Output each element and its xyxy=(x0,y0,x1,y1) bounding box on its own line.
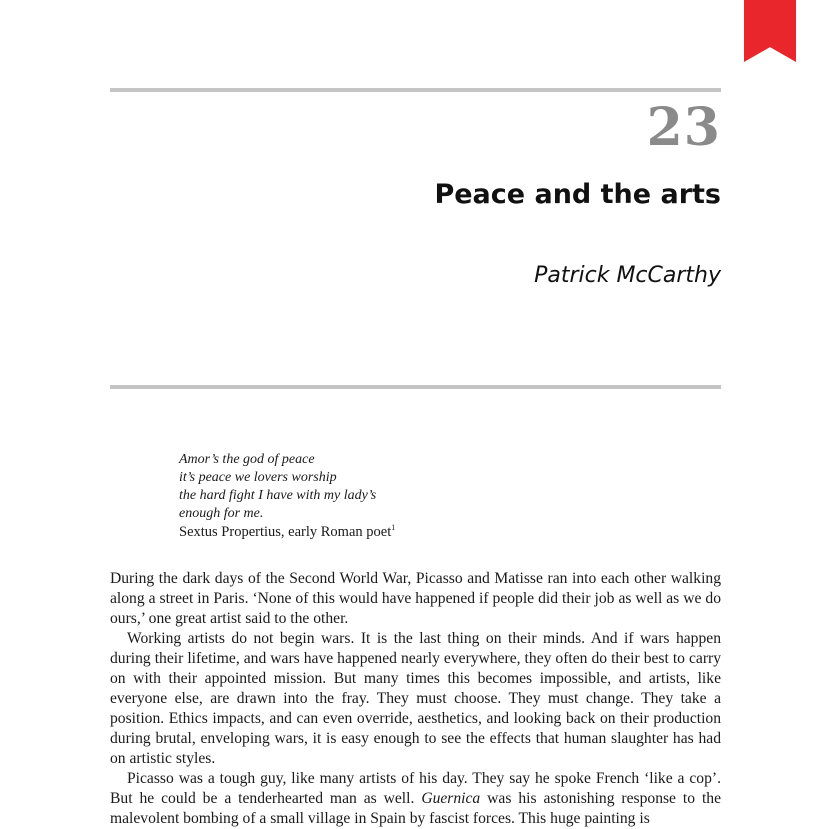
epigraph xyxy=(179,451,579,541)
body-paragraph-2: Working artists do not begin wars. It is the last thing on their minds. And if wars happen during their lifetime, and wars have happened nearly everywhere, they often do their best to carry on with their appointed mission. But many times this becomes impossible, and artists, like everyone else, are drawn into the fray. They must choose. They must change. They take a position. Ethics impacts, and can even override, aesthetics, and looking back on their production during brutal, enveloping wars, it is easy enough to see the effects that human slaughter has had on artistic styles. xyxy=(110,630,721,767)
chapter-title: Peace and the arts xyxy=(434,179,721,210)
artwork-title: Guernica xyxy=(421,790,481,807)
body-paragraph-3-end: was his astonishing response to the malevolent bombing of a small village in Spain by fascist forces. This huge painting is xyxy=(110,790,722,827)
epigraph-line: it’s peace we lovers worship xyxy=(179,470,337,485)
body-paragraph-1: During the dark days of the Second World War, Picasso and Matisse ran into each other walking along a street in Paris. ‘None of this would have happened if people did their job as well as we do ours,’ one great artist said to the other. xyxy=(110,570,721,627)
epigraph-attribution: Sextus Propertius, early Roman poet xyxy=(179,524,392,540)
epigraph-line: Amor’s the god of peace xyxy=(179,452,315,467)
chapter-author: Patrick McCarthy xyxy=(534,263,721,288)
body-paragraph-3-start: Picasso was a tough guy, like many artists of his day. They say he spoke French ‘like a cop’. But he could be a tenderhearted man as well. xyxy=(110,770,721,807)
top-rule xyxy=(110,88,721,92)
footnote-marker[interactable]: 1 xyxy=(391,523,396,533)
body-paragraph-3 xyxy=(110,769,721,829)
epigraph-line: the hard fight I have with my lady’s xyxy=(179,488,377,503)
bookmark-ribbon-icon[interactable] xyxy=(744,0,796,62)
epigraph-attribution-line xyxy=(179,523,579,541)
epigraph-line: enough for me. xyxy=(179,506,264,521)
chapter-number: 23 xyxy=(646,97,721,158)
chapter-body xyxy=(110,569,721,829)
bottom-rule xyxy=(110,385,721,389)
